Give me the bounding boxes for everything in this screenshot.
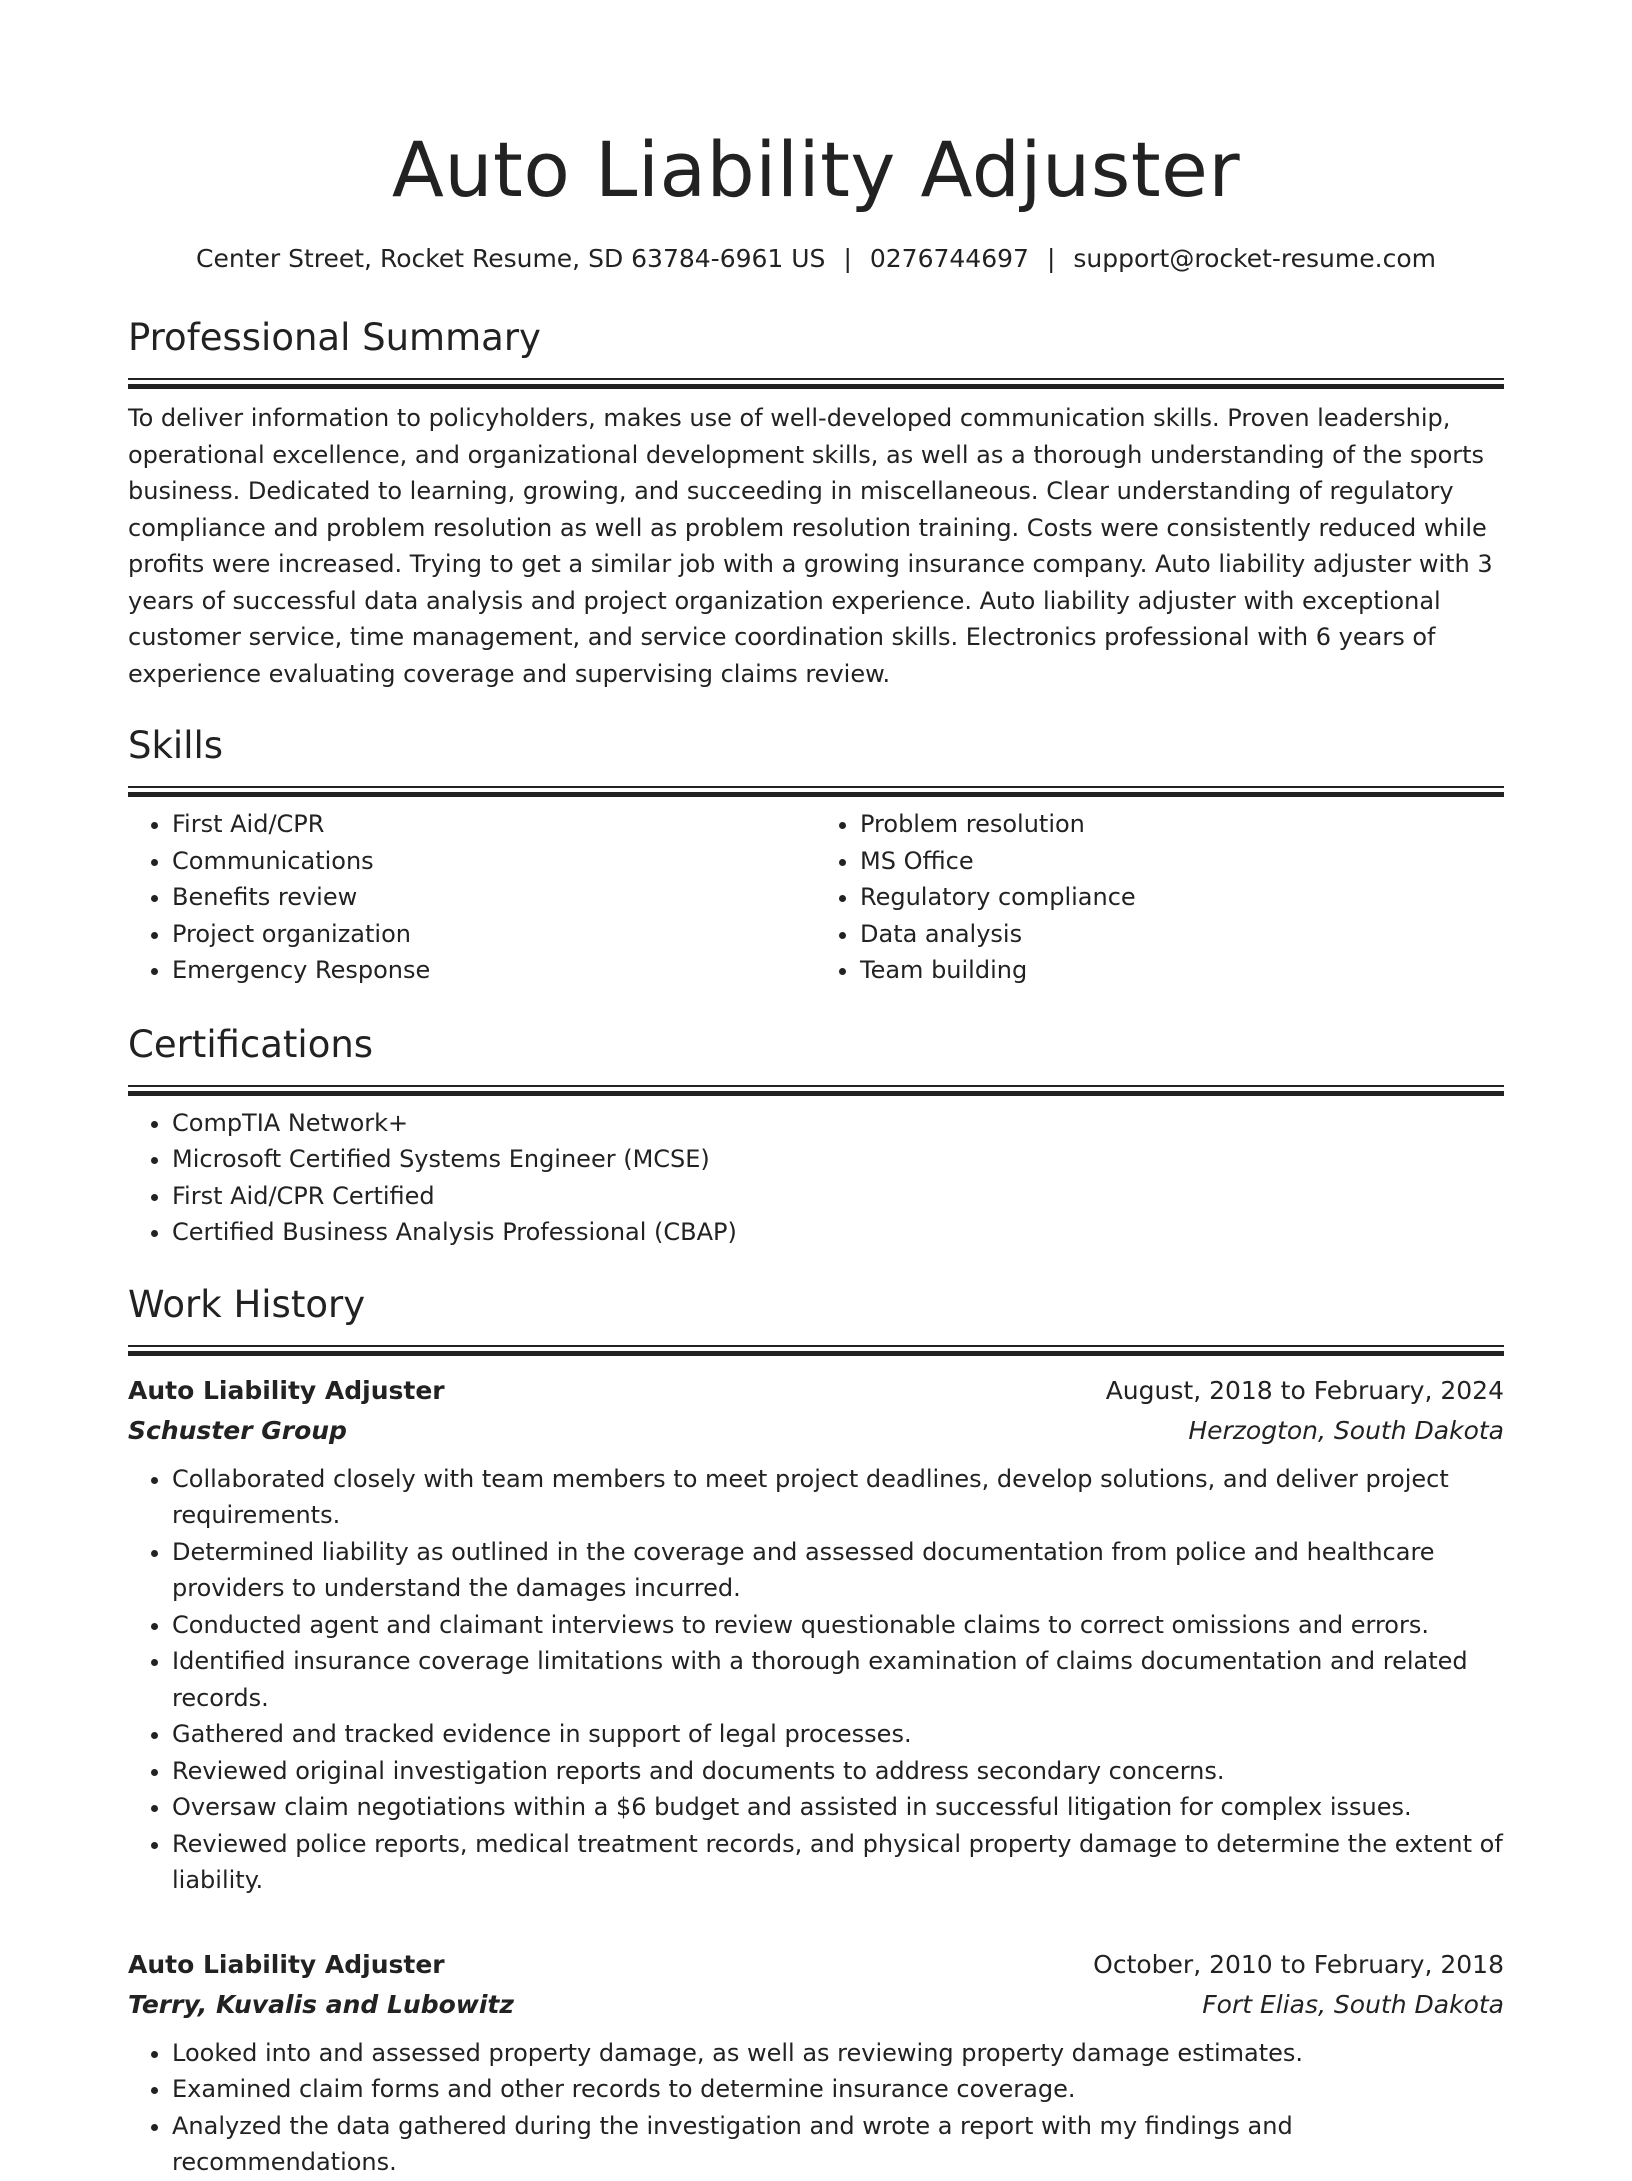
certifications-list [128, 1105, 1504, 1251]
job-entry [128, 1945, 1504, 2181]
skills-columns [128, 806, 1504, 989]
section-title: Professional Summary [128, 316, 541, 359]
contact-line [128, 242, 1504, 276]
job-dates: August, 2018 to February, 2024 [1105, 1375, 1504, 1405]
skills-list-right [816, 806, 1504, 989]
skill-item: • Data analysis [860, 916, 1504, 953]
skill-item: • MS Office [860, 843, 1504, 880]
job-duty: • Looked into and assessed property damage, as well as reviewing property damage estimates. [172, 2035, 1504, 2072]
skill-item: • First Aid/CPR [172, 806, 816, 843]
skill-item: • Project organization [172, 916, 816, 953]
job-duty: • Conducted agent and claimant interviews to review questionable claims to correct omissions and errors. [172, 1607, 1504, 1644]
section-title: Work History [128, 1282, 366, 1326]
section-divider [128, 786, 1504, 798]
certification-item: • First Aid/CPR Certified [172, 1178, 1504, 1215]
section-divider [128, 1345, 1504, 1357]
job-subheader [128, 1985, 1504, 2025]
skills-section [128, 722, 1504, 989]
job-duty: • Analyzed the data gathered during the investigation and wrote a report with my findings and recommendations. [172, 2108, 1504, 2181]
section-title: Certifications [128, 1022, 374, 1066]
job-duty: • Collaborated closely with team members to meet project deadlines, develop solutions, and deliver project requirements. [172, 1461, 1504, 1534]
skill-item: • Team building [860, 952, 1504, 989]
job-duty: • Gathered and tracked evidence in support of legal processes. [172, 1716, 1504, 1753]
work-history-section [128, 1281, 1504, 2181]
job-location: Herzogton, South Dakota [1188, 1415, 1504, 1445]
section-divider [128, 1085, 1504, 1097]
job-duty: • Examined claim forms and other records to determine insurance coverage. [172, 2071, 1504, 2108]
skill-item: • Emergency Response [172, 952, 816, 989]
job-duty: • Identified insurance coverage limitations with a thorough examination of claims documentation and related records. [172, 1643, 1504, 1716]
job-dates: October, 2010 to February, 2018 [1093, 1949, 1504, 1979]
certification-item: • Certified Business Analysis Professional (CBAP) [172, 1214, 1504, 1251]
skill-item: • Communications [172, 843, 816, 880]
candidate-name: Auto Liability Adjuster [391, 125, 1241, 214]
certifications-section [128, 1021, 1504, 1251]
job-title: Auto Liability Adjuster [128, 1375, 445, 1405]
contact-separator: | [1046, 244, 1056, 273]
job-duties-list [128, 2035, 1504, 2181]
address: Center Street, Rocket Resume, SD 63784-6961 US [196, 244, 826, 273]
job-duty: • Oversaw claim negotiations within a $6 budget and assisted in successful litigation for complex issues. [172, 1789, 1504, 1826]
job-header [128, 1371, 1504, 1411]
company-name: Terry, Kuvalis and Lubowitz [128, 1989, 514, 2019]
certification-item: • CompTIA Network+ [172, 1105, 1504, 1142]
skill-item: • Regulatory compliance [860, 879, 1504, 916]
phone: 0276744697 [869, 244, 1029, 273]
skill-item: • Benefits review [172, 879, 816, 916]
contact-separator: | [843, 244, 852, 273]
summary-text: To deliver information to policyholders, makes use of well-developed communication skills. Proven leadership, operational excellence, and organizational development skills, as well as a thorough understanding of the sports business. Dedicated to learning, growing, and succeeding in miscellaneous. Clear understanding of regulatory compliance and problem resolution as well as problem resolution training. Costs were consistently reduced while profits were increased. Trying to get a similar job with a growing insurance company. Auto liability adjuster with 3 years of successful data analysis and project organization experience. Auto liability adjuster with exceptional customer service, time management, and service coordination skills. Electronics professional with 6 years of experience evaluating coverage and supervising claims review. [128, 404, 1493, 688]
skill-item: • Problem resolution [860, 806, 1504, 843]
section-title: Skills [128, 724, 224, 767]
job-title: Auto Liability Adjuster [128, 1949, 445, 1979]
resume-page [128, 0, 1504, 2181]
job-duty: • Determined liability as outlined in the coverage and assessed documentation from police and healthcare providers to understand the damages incurred. [172, 1534, 1504, 1607]
professional-summary-section [128, 314, 1504, 692]
job-duties-list [128, 1461, 1504, 1899]
email: support@rocket-resume.com [1073, 244, 1436, 273]
job-entry [128, 1371, 1504, 1899]
job-duty: • Reviewed police reports, medical treatment records, and physical property damage to determine the extent of liability. [172, 1826, 1504, 1899]
job-location: Fort Elias, South Dakota [1202, 1989, 1504, 2019]
job-subheader [128, 1411, 1504, 1451]
company-name: Schuster Group [128, 1415, 347, 1445]
job-header [128, 1945, 1504, 1985]
job-duty: • Reviewed original investigation reports and documents to address secondary concerns. [172, 1753, 1504, 1790]
certification-item: • Microsoft Certified Systems Engineer (MCSE) [172, 1141, 1504, 1178]
section-divider [128, 378, 1504, 390]
skills-list-left [128, 806, 816, 989]
